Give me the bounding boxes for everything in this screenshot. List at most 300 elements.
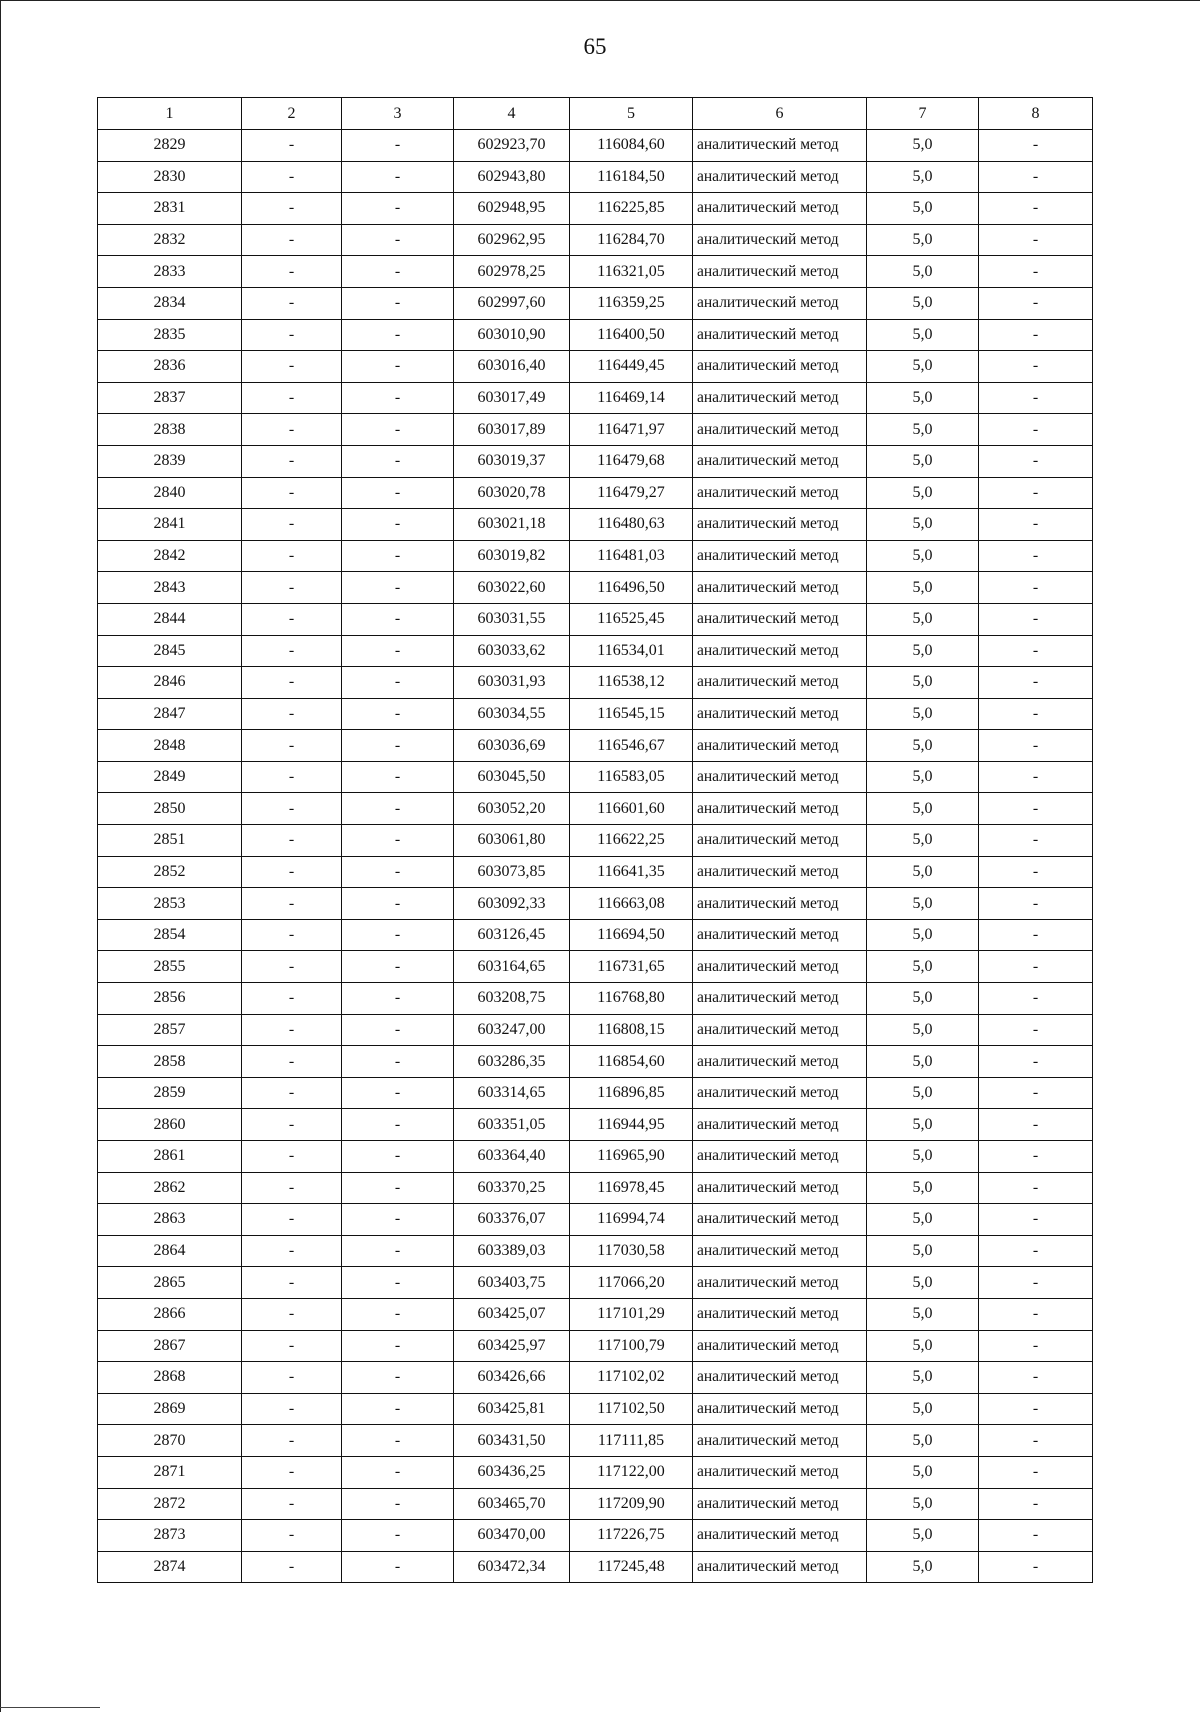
cell-col8-value: - xyxy=(979,224,1093,256)
cell-method: аналитический метод xyxy=(693,1046,867,1078)
cell-col3-value: - xyxy=(342,983,454,1015)
cell-method: аналитический метод xyxy=(693,793,867,825)
cell-method: аналитический метод xyxy=(693,951,867,983)
table-row xyxy=(98,509,1093,541)
cell-col2-value: - xyxy=(242,445,342,477)
cell-col3-value: - xyxy=(342,888,454,920)
cell-accuracy: 5,0 xyxy=(867,414,979,446)
cell-point-number: 2833 xyxy=(98,256,242,288)
cell-point-number: 2829 xyxy=(98,130,242,162)
table-row xyxy=(98,1172,1093,1204)
cell-accuracy: 5,0 xyxy=(867,1298,979,1330)
cell-col8-value: - xyxy=(979,572,1093,604)
cell-coordinate-y: 117209,90 xyxy=(570,1488,693,1520)
table-row xyxy=(98,888,1093,920)
cell-coordinate-x: 603061,80 xyxy=(454,825,570,857)
cell-accuracy: 5,0 xyxy=(867,888,979,920)
cell-col3-value: - xyxy=(342,414,454,446)
cell-coordinate-x: 603389,03 xyxy=(454,1235,570,1267)
cell-coordinate-x: 602943,80 xyxy=(454,161,570,193)
cell-col2-value: - xyxy=(242,1077,342,1109)
cell-col3-value: - xyxy=(342,1109,454,1141)
cell-col3-value: - xyxy=(342,1235,454,1267)
cell-col8-value: - xyxy=(979,1551,1093,1583)
page-mark-bottom xyxy=(0,1707,100,1708)
cell-coordinate-x: 603370,25 xyxy=(454,1172,570,1204)
cell-point-number: 2850 xyxy=(98,793,242,825)
cell-method: аналитический метод xyxy=(693,603,867,635)
cell-coordinate-x: 603425,81 xyxy=(454,1393,570,1425)
cell-coordinate-x: 603126,45 xyxy=(454,919,570,951)
cell-point-number: 2843 xyxy=(98,572,242,604)
cell-coordinate-y: 116359,25 xyxy=(570,287,693,319)
cell-point-number: 2868 xyxy=(98,1362,242,1394)
cell-coordinate-x: 603247,00 xyxy=(454,1014,570,1046)
cell-point-number: 2832 xyxy=(98,224,242,256)
cell-coordinate-x: 603092,33 xyxy=(454,888,570,920)
cell-method: аналитический метод xyxy=(693,287,867,319)
cell-coordinate-x: 603017,49 xyxy=(454,382,570,414)
cell-point-number: 2845 xyxy=(98,635,242,667)
cell-coordinate-y: 116944,95 xyxy=(570,1109,693,1141)
column-header-2: 2 xyxy=(242,98,342,130)
cell-coordinate-x: 603019,82 xyxy=(454,540,570,572)
cell-col8-value: - xyxy=(979,1488,1093,1520)
cell-col8-value: - xyxy=(979,351,1093,383)
cell-col2-value: - xyxy=(242,287,342,319)
cell-point-number: 2865 xyxy=(98,1267,242,1299)
cell-col8-value: - xyxy=(979,1456,1093,1488)
table-row xyxy=(98,1488,1093,1520)
cell-coordinate-x: 603436,25 xyxy=(454,1456,570,1488)
table-row xyxy=(98,1456,1093,1488)
cell-col2-value: - xyxy=(242,1393,342,1425)
cell-point-number: 2831 xyxy=(98,193,242,225)
cell-coordinate-x: 603364,40 xyxy=(454,1141,570,1173)
cell-coordinate-y: 116469,14 xyxy=(570,382,693,414)
cell-col2-value: - xyxy=(242,1014,342,1046)
cell-coordinate-x: 603033,62 xyxy=(454,635,570,667)
cell-method: аналитический метод xyxy=(693,856,867,888)
cell-col2-value: - xyxy=(242,130,342,162)
cell-col2-value: - xyxy=(242,1172,342,1204)
cell-col8-value: - xyxy=(979,540,1093,572)
cell-col2-value: - xyxy=(242,161,342,193)
cell-point-number: 2835 xyxy=(98,319,242,351)
cell-accuracy: 5,0 xyxy=(867,540,979,572)
cell-point-number: 2859 xyxy=(98,1077,242,1109)
cell-point-number: 2855 xyxy=(98,951,242,983)
cell-point-number: 2842 xyxy=(98,540,242,572)
cell-method: аналитический метод xyxy=(693,635,867,667)
cell-coordinate-x: 603286,35 xyxy=(454,1046,570,1078)
cell-col3-value: - xyxy=(342,509,454,541)
cell-col3-value: - xyxy=(342,1551,454,1583)
cell-accuracy: 5,0 xyxy=(867,1204,979,1236)
cell-col3-value: - xyxy=(342,1204,454,1236)
table-row xyxy=(98,1298,1093,1330)
cell-accuracy: 5,0 xyxy=(867,477,979,509)
cell-col8-value: - xyxy=(979,256,1093,288)
cell-point-number: 2853 xyxy=(98,888,242,920)
cell-col2-value: - xyxy=(242,919,342,951)
cell-point-number: 2830 xyxy=(98,161,242,193)
cell-col2-value: - xyxy=(242,635,342,667)
cell-col8-value: - xyxy=(979,193,1093,225)
cell-col8-value: - xyxy=(979,1298,1093,1330)
cell-method: аналитический метод xyxy=(693,1425,867,1457)
cell-method: аналитический метод xyxy=(693,1393,867,1425)
cell-accuracy: 5,0 xyxy=(867,382,979,414)
cell-col3-value: - xyxy=(342,1267,454,1299)
cell-col8-value: - xyxy=(979,1141,1093,1173)
cell-col3-value: - xyxy=(342,730,454,762)
cell-method: аналитический метод xyxy=(693,540,867,572)
cell-coordinate-y: 117122,00 xyxy=(570,1456,693,1488)
cell-col2-value: - xyxy=(242,1267,342,1299)
cell-method: аналитический метод xyxy=(693,161,867,193)
cell-point-number: 2844 xyxy=(98,603,242,635)
cell-coordinate-x: 603045,50 xyxy=(454,761,570,793)
table-row xyxy=(98,1551,1093,1583)
cell-method: аналитический метод xyxy=(693,919,867,951)
cell-col2-value: - xyxy=(242,951,342,983)
cell-accuracy: 5,0 xyxy=(867,1393,979,1425)
coordinates-table xyxy=(97,97,1093,1583)
cell-col3-value: - xyxy=(342,161,454,193)
cell-col3-value: - xyxy=(342,635,454,667)
cell-col3-value: - xyxy=(342,951,454,983)
table-row xyxy=(98,951,1093,983)
cell-col2-value: - xyxy=(242,1456,342,1488)
cell-method: аналитический метод xyxy=(693,572,867,604)
table-row xyxy=(98,667,1093,699)
table-row xyxy=(98,1330,1093,1362)
table-row xyxy=(98,603,1093,635)
cell-col2-value: - xyxy=(242,1235,342,1267)
cell-method: аналитический метод xyxy=(693,761,867,793)
cell-coordinate-x: 603208,75 xyxy=(454,983,570,1015)
table-row xyxy=(98,1077,1093,1109)
cell-coordinate-y: 116284,70 xyxy=(570,224,693,256)
cell-col3-value: - xyxy=(342,1488,454,1520)
cell-coordinate-x: 603431,50 xyxy=(454,1425,570,1457)
cell-col3-value: - xyxy=(342,1077,454,1109)
cell-method: аналитический метод xyxy=(693,825,867,857)
table-row xyxy=(98,1204,1093,1236)
cell-method: аналитический метод xyxy=(693,1362,867,1394)
cell-method: аналитический метод xyxy=(693,1077,867,1109)
table-row xyxy=(98,1393,1093,1425)
cell-coordinate-y: 116480,63 xyxy=(570,509,693,541)
cell-method: аналитический метод xyxy=(693,667,867,699)
cell-col2-value: - xyxy=(242,382,342,414)
cell-col2-value: - xyxy=(242,414,342,446)
cell-coordinate-x: 603073,85 xyxy=(454,856,570,888)
cell-accuracy: 5,0 xyxy=(867,319,979,351)
cell-col8-value: - xyxy=(979,1520,1093,1552)
cell-col8-value: - xyxy=(979,1267,1093,1299)
cell-point-number: 2867 xyxy=(98,1330,242,1362)
cell-coordinate-x: 603470,00 xyxy=(454,1520,570,1552)
cell-accuracy: 5,0 xyxy=(867,572,979,604)
cell-coordinate-x: 603425,97 xyxy=(454,1330,570,1362)
cell-col2-value: - xyxy=(242,1520,342,1552)
cell-method: аналитический метод xyxy=(693,1551,867,1583)
cell-coordinate-y: 116545,15 xyxy=(570,698,693,730)
table-row xyxy=(98,382,1093,414)
cell-accuracy: 5,0 xyxy=(867,698,979,730)
cell-method: аналитический метод xyxy=(693,351,867,383)
table-row xyxy=(98,1235,1093,1267)
cell-col8-value: - xyxy=(979,667,1093,699)
table-row xyxy=(98,983,1093,1015)
cell-coordinate-x: 603019,37 xyxy=(454,445,570,477)
cell-method: аналитический метод xyxy=(693,983,867,1015)
cell-coordinate-x: 603376,07 xyxy=(454,1204,570,1236)
cell-method: аналитический метод xyxy=(693,477,867,509)
cell-col8-value: - xyxy=(979,761,1093,793)
cell-point-number: 2869 xyxy=(98,1393,242,1425)
cell-col2-value: - xyxy=(242,1204,342,1236)
table-row xyxy=(98,445,1093,477)
cell-accuracy: 5,0 xyxy=(867,351,979,383)
table-row xyxy=(98,1141,1093,1173)
table-row xyxy=(98,161,1093,193)
cell-coordinate-y: 116479,27 xyxy=(570,477,693,509)
table-body xyxy=(98,130,1093,1583)
cell-method: аналитический метод xyxy=(693,1141,867,1173)
cell-coordinate-x: 602948,95 xyxy=(454,193,570,225)
table-row xyxy=(98,919,1093,951)
cell-coordinate-y: 117102,50 xyxy=(570,1393,693,1425)
cell-point-number: 2841 xyxy=(98,509,242,541)
cell-col2-value: - xyxy=(242,1046,342,1078)
table-row xyxy=(98,319,1093,351)
table-row xyxy=(98,761,1093,793)
cell-coordinate-y: 117245,48 xyxy=(570,1551,693,1583)
cell-coordinate-x: 602978,25 xyxy=(454,256,570,288)
cell-col8-value: - xyxy=(979,382,1093,414)
cell-accuracy: 5,0 xyxy=(867,130,979,162)
cell-coordinate-y: 117226,75 xyxy=(570,1520,693,1552)
cell-col8-value: - xyxy=(979,698,1093,730)
cell-accuracy: 5,0 xyxy=(867,1109,979,1141)
cell-col3-value: - xyxy=(342,1298,454,1330)
cell-col2-value: - xyxy=(242,572,342,604)
cell-method: аналитический метод xyxy=(693,445,867,477)
cell-accuracy: 5,0 xyxy=(867,1456,979,1488)
cell-col8-value: - xyxy=(979,1425,1093,1457)
cell-method: аналитический метод xyxy=(693,224,867,256)
cell-col8-value: - xyxy=(979,603,1093,635)
cell-col2-value: - xyxy=(242,730,342,762)
cell-accuracy: 5,0 xyxy=(867,1046,979,1078)
cell-col8-value: - xyxy=(979,1362,1093,1394)
table-row xyxy=(98,414,1093,446)
cell-method: аналитический метод xyxy=(693,1488,867,1520)
cell-col8-value: - xyxy=(979,477,1093,509)
cell-col3-value: - xyxy=(342,761,454,793)
column-header-5: 5 xyxy=(570,98,693,130)
cell-point-number: 2856 xyxy=(98,983,242,1015)
cell-accuracy: 5,0 xyxy=(867,1172,979,1204)
cell-col2-value: - xyxy=(242,509,342,541)
cell-point-number: 2860 xyxy=(98,1109,242,1141)
table-row xyxy=(98,351,1093,383)
cell-col8-value: - xyxy=(979,856,1093,888)
cell-col2-value: - xyxy=(242,1330,342,1362)
cell-coordinate-x: 603022,60 xyxy=(454,572,570,604)
table-row xyxy=(98,1046,1093,1078)
cell-point-number: 2871 xyxy=(98,1456,242,1488)
cell-method: аналитический метод xyxy=(693,319,867,351)
cell-col2-value: - xyxy=(242,1425,342,1457)
cell-point-number: 2858 xyxy=(98,1046,242,1078)
cell-col2-value: - xyxy=(242,667,342,699)
cell-coordinate-x: 603010,90 xyxy=(454,319,570,351)
cell-col2-value: - xyxy=(242,351,342,383)
cell-accuracy: 5,0 xyxy=(867,1551,979,1583)
cell-accuracy: 5,0 xyxy=(867,667,979,699)
cell-coordinate-y: 116225,85 xyxy=(570,193,693,225)
cell-point-number: 2847 xyxy=(98,698,242,730)
cell-point-number: 2846 xyxy=(98,667,242,699)
column-header-1: 1 xyxy=(98,98,242,130)
cell-coordinate-y: 116525,45 xyxy=(570,603,693,635)
cell-col2-value: - xyxy=(242,1362,342,1394)
cell-col3-value: - xyxy=(342,256,454,288)
cell-coordinate-y: 117030,58 xyxy=(570,1235,693,1267)
page-border-left xyxy=(0,0,1,1712)
cell-accuracy: 5,0 xyxy=(867,1267,979,1299)
cell-point-number: 2838 xyxy=(98,414,242,446)
cell-point-number: 2862 xyxy=(98,1172,242,1204)
cell-col2-value: - xyxy=(242,1141,342,1173)
cell-col2-value: - xyxy=(242,319,342,351)
cell-coordinate-y: 117101,29 xyxy=(570,1298,693,1330)
cell-method: аналитический метод xyxy=(693,1204,867,1236)
cell-accuracy: 5,0 xyxy=(867,1425,979,1457)
cell-col3-value: - xyxy=(342,667,454,699)
cell-col2-value: - xyxy=(242,256,342,288)
table-row xyxy=(98,256,1093,288)
cell-point-number: 2849 xyxy=(98,761,242,793)
cell-col3-value: - xyxy=(342,856,454,888)
cell-coordinate-x: 603472,34 xyxy=(454,1551,570,1583)
column-header-8: 8 xyxy=(979,98,1093,130)
cell-method: аналитический метод xyxy=(693,698,867,730)
cell-method: аналитический метод xyxy=(693,130,867,162)
cell-coordinate-x: 603052,20 xyxy=(454,793,570,825)
cell-col2-value: - xyxy=(242,761,342,793)
cell-method: аналитический метод xyxy=(693,888,867,920)
cell-accuracy: 5,0 xyxy=(867,1520,979,1552)
cell-col8-value: - xyxy=(979,319,1093,351)
cell-accuracy: 5,0 xyxy=(867,224,979,256)
cell-accuracy: 5,0 xyxy=(867,983,979,1015)
cell-col3-value: - xyxy=(342,825,454,857)
table-row xyxy=(98,1267,1093,1299)
cell-col3-value: - xyxy=(342,351,454,383)
cell-col3-value: - xyxy=(342,540,454,572)
cell-coordinate-x: 603403,75 xyxy=(454,1267,570,1299)
cell-accuracy: 5,0 xyxy=(867,1362,979,1394)
cell-col3-value: - xyxy=(342,193,454,225)
cell-col2-value: - xyxy=(242,477,342,509)
cell-point-number: 2848 xyxy=(98,730,242,762)
cell-coordinate-y: 116854,60 xyxy=(570,1046,693,1078)
table-row xyxy=(98,793,1093,825)
cell-coordinate-x: 602923,70 xyxy=(454,130,570,162)
cell-coordinate-x: 603425,07 xyxy=(454,1298,570,1330)
cell-col2-value: - xyxy=(242,1551,342,1583)
table-header-row xyxy=(98,98,1093,130)
cell-accuracy: 5,0 xyxy=(867,825,979,857)
cell-method: аналитический метод xyxy=(693,382,867,414)
cell-method: аналитический метод xyxy=(693,1456,867,1488)
cell-col2-value: - xyxy=(242,224,342,256)
cell-col3-value: - xyxy=(342,1520,454,1552)
cell-method: аналитический метод xyxy=(693,730,867,762)
cell-coordinate-x: 603031,93 xyxy=(454,667,570,699)
cell-method: аналитический метод xyxy=(693,193,867,225)
cell-col3-value: - xyxy=(342,319,454,351)
cell-col8-value: - xyxy=(979,287,1093,319)
cell-col3-value: - xyxy=(342,793,454,825)
table-row xyxy=(98,1520,1093,1552)
cell-coordinate-y: 116641,35 xyxy=(570,856,693,888)
cell-point-number: 2837 xyxy=(98,382,242,414)
column-header-7: 7 xyxy=(867,98,979,130)
cell-col2-value: - xyxy=(242,603,342,635)
table-row xyxy=(98,287,1093,319)
cell-point-number: 2840 xyxy=(98,477,242,509)
cell-col8-value: - xyxy=(979,1014,1093,1046)
cell-col8-value: - xyxy=(979,1330,1093,1362)
cell-col3-value: - xyxy=(342,1172,454,1204)
table-row xyxy=(98,130,1093,162)
cell-coordinate-y: 116084,60 xyxy=(570,130,693,162)
cell-coordinate-y: 116994,74 xyxy=(570,1204,693,1236)
cell-accuracy: 5,0 xyxy=(867,287,979,319)
table-row xyxy=(98,698,1093,730)
cell-coordinate-y: 116583,05 xyxy=(570,761,693,793)
cell-col2-value: - xyxy=(242,888,342,920)
cell-coordinate-y: 116731,65 xyxy=(570,951,693,983)
table-row xyxy=(98,224,1093,256)
cell-coordinate-y: 116622,25 xyxy=(570,825,693,857)
cell-point-number: 2863 xyxy=(98,1204,242,1236)
cell-coordinate-y: 116184,50 xyxy=(570,161,693,193)
cell-col8-value: - xyxy=(979,825,1093,857)
cell-coordinate-y: 116546,67 xyxy=(570,730,693,762)
cell-coordinate-y: 116400,50 xyxy=(570,319,693,351)
cell-point-number: 2857 xyxy=(98,1014,242,1046)
cell-coordinate-y: 116471,97 xyxy=(570,414,693,446)
cell-coordinate-y: 116534,01 xyxy=(570,635,693,667)
table-row xyxy=(98,856,1093,888)
cell-col3-value: - xyxy=(342,1330,454,1362)
cell-col3-value: - xyxy=(342,1141,454,1173)
cell-coordinate-y: 116663,08 xyxy=(570,888,693,920)
cell-coordinate-x: 603351,05 xyxy=(454,1109,570,1141)
cell-col8-value: - xyxy=(979,509,1093,541)
cell-coordinate-x: 603016,40 xyxy=(454,351,570,383)
cell-point-number: 2872 xyxy=(98,1488,242,1520)
cell-col3-value: - xyxy=(342,1456,454,1488)
cell-col2-value: - xyxy=(242,193,342,225)
